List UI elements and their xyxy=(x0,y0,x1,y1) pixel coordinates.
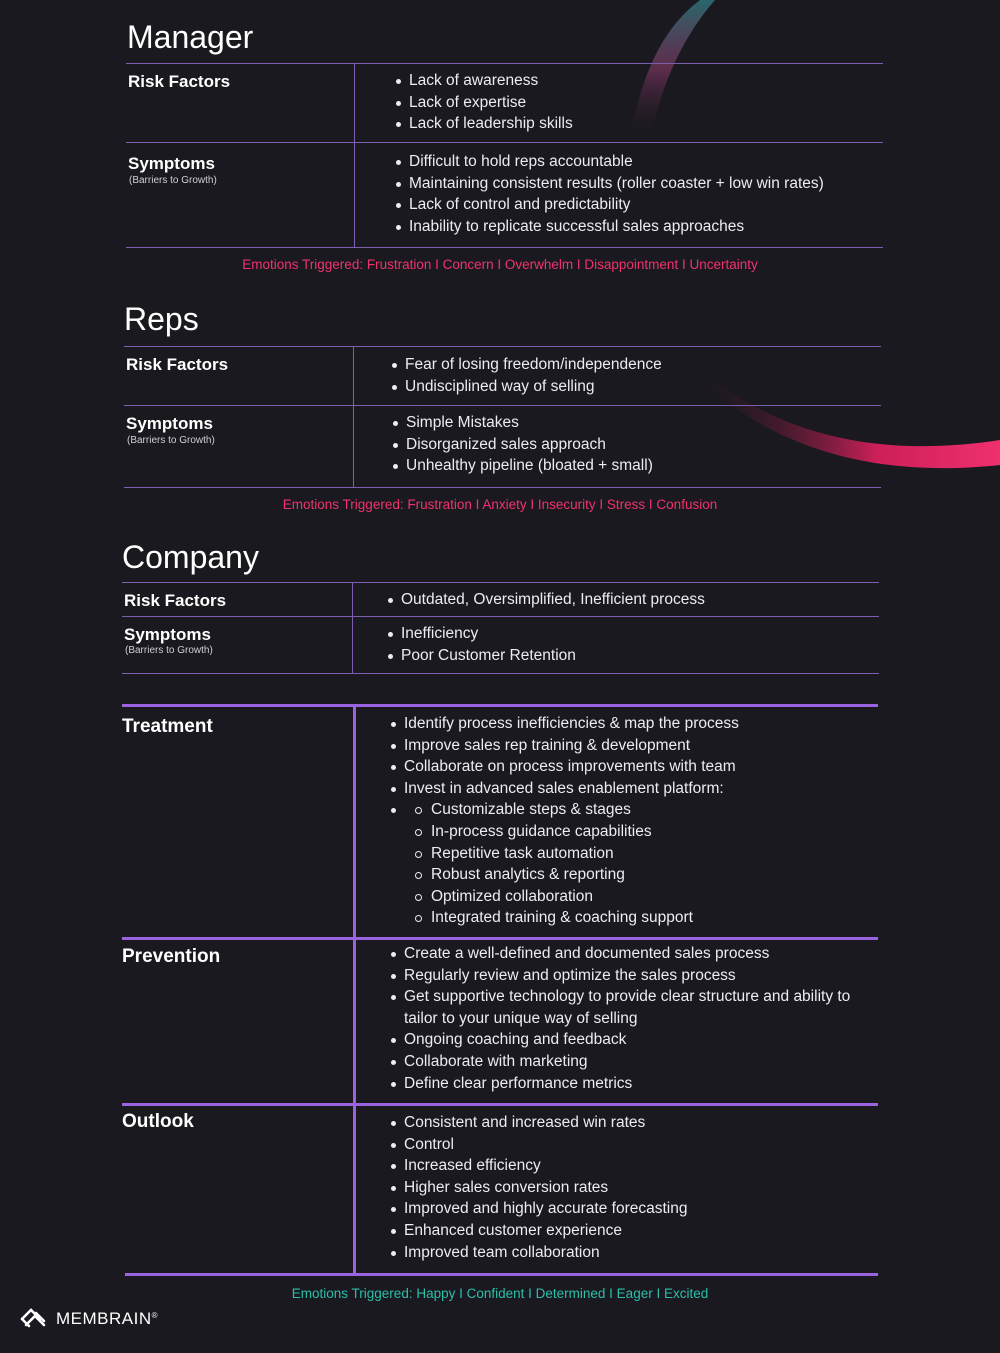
list-item: Consistent and increased win rates xyxy=(389,1112,687,1134)
brand-mark: ® xyxy=(151,1310,158,1320)
list-item: Identify process inefficiencies & map the process xyxy=(389,713,739,735)
company-symptom-list xyxy=(386,623,576,666)
membrain-logo-icon xyxy=(18,1305,48,1333)
list-item: Lack of leadership skills xyxy=(394,113,573,135)
reps-risk-list xyxy=(390,354,662,397)
company-symptoms-row xyxy=(122,617,879,674)
manager-risk-list xyxy=(394,70,573,135)
risk-factors-label: Risk Factors xyxy=(126,355,229,374)
list-item: Disorganized sales approach xyxy=(391,434,653,456)
list-item: Collaborate on process improvements with team xyxy=(389,756,739,778)
company-risk-row xyxy=(122,582,879,617)
list-item: Inability to replicate successful sales approaches xyxy=(394,216,824,238)
list-item: Collaborate with marketing xyxy=(389,1051,859,1073)
list-item: Define clear performance metrics xyxy=(389,1073,859,1095)
column-divider xyxy=(353,707,356,1273)
company-table xyxy=(122,582,879,674)
outlook-divider xyxy=(122,1103,878,1106)
reps-symptoms-row xyxy=(124,406,881,488)
list-item: Improve sales rep training & development xyxy=(389,735,739,757)
list-item: Maintaining consistent results (roller coaster + low win rates) xyxy=(394,173,824,195)
list-item: Increased efficiency xyxy=(389,1155,687,1177)
list-item: Improved team collaboration xyxy=(389,1242,687,1264)
outlook-label: Outlook xyxy=(122,1111,194,1132)
symptoms-sublabel: (Barriers to Growth) xyxy=(127,435,215,446)
membrain-logo xyxy=(18,1305,158,1333)
list-item: Poor Customer Retention xyxy=(386,645,576,667)
prevention-label: Prevention xyxy=(122,946,221,967)
manager-symptom-list xyxy=(394,151,824,237)
sub-list-item: Optimized collaboration xyxy=(389,886,739,908)
outlook-list xyxy=(389,1112,687,1263)
list-item: Unhealthy pipeline (bloated + small) xyxy=(391,455,653,477)
solutions-table xyxy=(122,704,878,1279)
list-item: Regularly review and optimize the sales process xyxy=(389,965,859,987)
manager-table xyxy=(126,63,883,248)
symptoms-sublabel: (Barriers to Growth) xyxy=(125,645,213,656)
top-divider xyxy=(122,704,878,707)
reps-title: Reps xyxy=(124,301,199,337)
bottom-divider xyxy=(125,1273,878,1276)
treatment-label: Treatment xyxy=(122,716,213,737)
prevention-divider xyxy=(122,937,878,940)
list-item: Fear of losing freedom/independence xyxy=(390,354,662,376)
outlook-emotions: Emotions Triggered: Happy I Confident I Determined I Eager I Excited xyxy=(291,1286,709,1301)
risk-factors-label: Risk Factors xyxy=(128,72,231,91)
list-item: Get supportive technology to provide clear structure and ability to tailor to your unique way of selling xyxy=(389,986,859,1029)
manager-symptoms-row xyxy=(126,143,883,248)
company-risk-list xyxy=(386,589,705,611)
list-item: Improved and highly accurate forecasting xyxy=(389,1198,687,1220)
sub-list-item: Customizable steps & stages xyxy=(389,799,739,821)
sub-list-item: Repetitive task automation xyxy=(389,843,739,865)
list-item: Difficult to hold reps accountable xyxy=(394,151,824,173)
symptoms-sublabel: (Barriers to Growth) xyxy=(129,175,217,186)
list-item: Simple Mistakes xyxy=(391,412,653,434)
list-item: Lack of awareness xyxy=(394,70,573,92)
list-item: Higher sales conversion rates xyxy=(389,1177,687,1199)
reps-symptom-list xyxy=(391,412,653,477)
list-item: Create a well-defined and documented sales process xyxy=(389,943,859,965)
sub-list-item: In-process guidance capabilities xyxy=(389,821,739,843)
company-title: Company xyxy=(122,539,259,575)
sub-list-item: Integrated training & coaching support xyxy=(389,907,739,929)
reps-table xyxy=(124,346,881,488)
reps-emotions: Emotions Triggered: Frustration I Anxiety I Insecurity I Stress I Confusion xyxy=(282,497,718,512)
symptoms-label: Symptoms xyxy=(126,414,213,433)
list-item: Invest in advanced sales enablement platform: xyxy=(389,778,739,800)
list-item: Lack of expertise xyxy=(394,92,573,114)
prevention-list xyxy=(389,943,859,1094)
manager-title: Manager xyxy=(127,19,254,55)
sub-list-item: Robust analytics & reporting xyxy=(389,864,739,886)
list-item: Ongoing coaching and feedback xyxy=(389,1029,859,1051)
reps-risk-row xyxy=(124,346,881,406)
manager-emotions: Emotions Triggered: Frustration I Concern I Overwhelm I Disappointment I Uncertainty xyxy=(242,257,758,272)
brand-name: MEMBRAIN xyxy=(56,1309,152,1328)
treatment-list xyxy=(389,713,739,927)
list-item: Lack of control and predictability xyxy=(394,194,824,216)
sub-list-container xyxy=(389,799,739,927)
list-item: Outdated, Oversimplified, Inefficient process xyxy=(386,589,705,611)
symptoms-label: Symptoms xyxy=(124,625,211,644)
risk-factors-label: Risk Factors xyxy=(124,591,227,610)
list-item: Inefficiency xyxy=(386,623,576,645)
list-item: Enhanced customer experience xyxy=(389,1220,687,1242)
symptoms-label: Symptoms xyxy=(128,154,215,173)
list-item: Undisciplined way of selling xyxy=(390,376,662,398)
manager-risk-row xyxy=(126,63,883,143)
list-item: Control xyxy=(389,1134,687,1156)
